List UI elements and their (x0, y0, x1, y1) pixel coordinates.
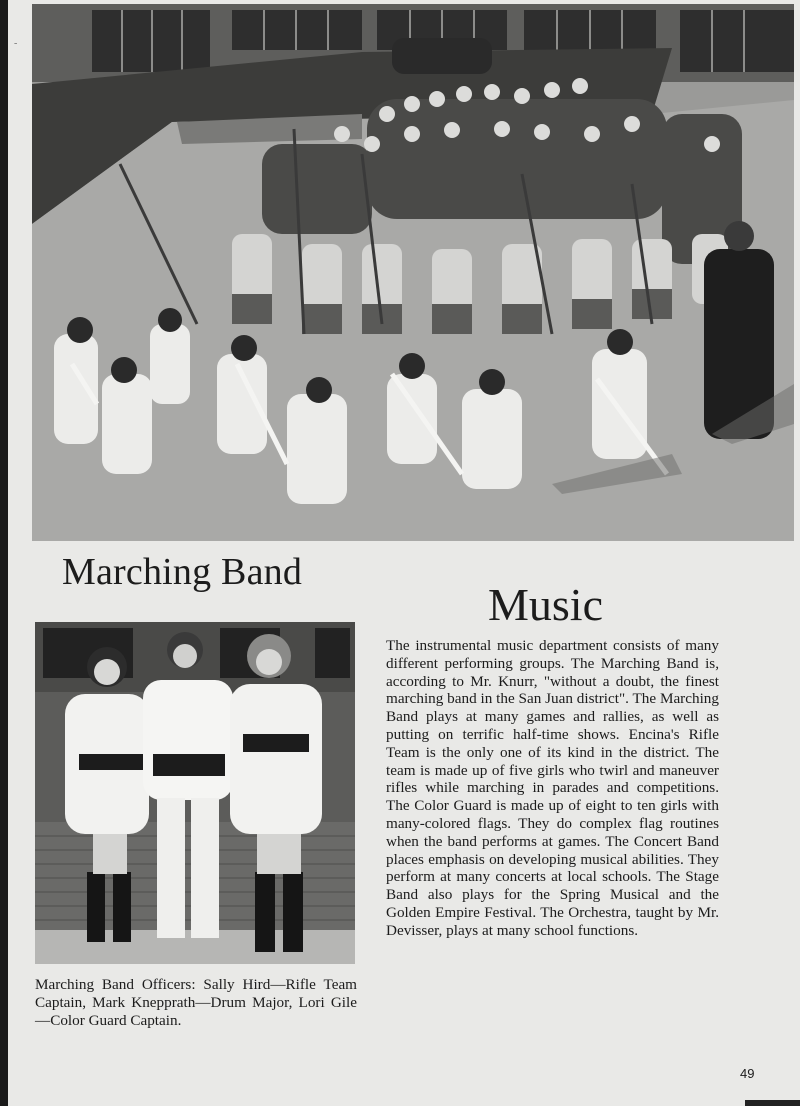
margin-mark: - (14, 38, 18, 49)
band-officers-photo (35, 622, 355, 964)
music-article-text: The instrumental music department consists of many different performing groups. The Marching Band is, according to Mr. Knurr, "without a doubt, the finest marching band in the San Juan district". The Marching Band plays at many games and rallies, as well as putting on terrific half-time shows. Encina's Rifle Team is the only one of its kind in the district. The team is made up of five girls who twirl and maneuver rifles while marching in parades and competitions. The Color Guard is made up of eight to ten girls with many-colored flags. They do complex flag routines when the band performs at games. The Concert Band places emphasis on developing musical abilities. They perform at many concerts at local schools. The Stage Band also plays for the Spring Musical and the Golden Empire Festival. The Orchestra, taught by Mr. Devisser, plays at many school functions. (386, 637, 719, 939)
music-heading: Music (488, 579, 603, 630)
marching-band-group-photo (32, 4, 794, 541)
marching-band-heading: Marching Band (62, 551, 303, 593)
officers-caption: Marching Band Officers: Sally Hird—Rifle Team Captain, Mark Knepprath—Drum Major, Lori Gile—Color Guard Captain. (35, 976, 357, 1029)
page-number: 49 (740, 1066, 755, 1081)
page-corner-shadow (745, 1100, 800, 1106)
page-binding-edge (0, 0, 8, 1106)
